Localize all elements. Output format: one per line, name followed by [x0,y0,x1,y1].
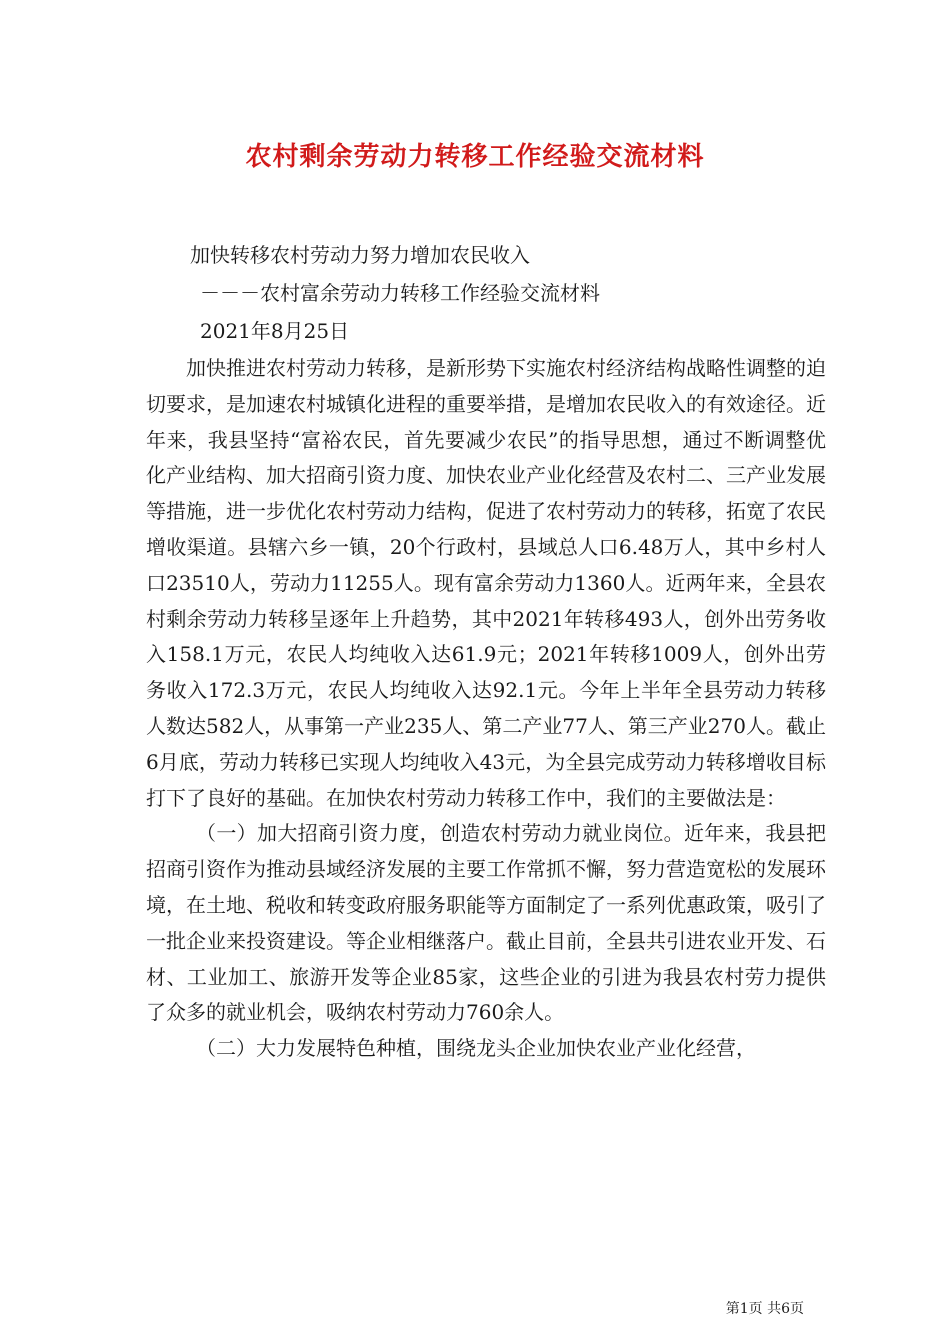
document-title: 农村剩余劳动力转移工作经验交流材料 [245,142,705,172]
document-date: 2021年8月25日 [200,319,350,343]
paragraph: （一）加大招商引资力度，创造农村劳动力就业岗位。近年来，我县把招商引资作为推动县域经济发展的主要工作常抓不懈，努力营造宽松的发展环境，在土地、税收和转变政府服务职能等方面制定了一系列优惠政策，吸引了一批企业来投资建设。等企业相继落户。截止目前，全县共引进农业开发、石材、工业加工、旅游开发等企业85家，这些企业的引进为我县农村劳力提供了众多的就业机会，吸纳农村劳动力760余人。 [146,821,826,1025]
document-body [146,351,826,1067]
paragraph: （二）大力发展特色种植，围绕龙头企业加快农业产业化经营， [196,1036,756,1061]
document-subtitle: 加快转移农村劳动力努力增加农民收入 [190,243,530,267]
page-number: 第1页 共6页 [725,1301,804,1317]
paragraph: 加快推进农村劳动力转移，是新形势下实施农村经济结构战略性调整的迫切要求，是加速农村城镇化进程的重要举措，是增加农民收入的有效途径。近年来，我县坚持“富裕农民，首先要减少农民”的指导思想，通过不断调整优化产业结构、加大招商引资力度、加快农业产业化经营及农村二、三产业发展等措施，进一步优化农村劳动力结构，促进了农村劳动力的转移，拓宽了农民增收渠道。县辖六乡一镇，20个行政村，县域总人口6.48万人，其中乡村人口23510人，劳动力11255人。现有富余劳动力1360人。近两年来，全县农村剩余劳动力转移呈逐年上升趋势，其中2021年转移493人，创外出劳务收入158.1万元，农民人均纯收入达61.9元；2021年转移1009人，创外出劳务收入172.3万元，农民人均纯收入达92.1元。今年上半年全县劳动力转移人数达582人，从事第一产业235人、第二产业77人、第三产业270人。截止6月底，劳动力转移已实现人均纯收入43元，为全县完成劳动力转移增收目标打下了良好的基础。在加快农村劳动力转移工作中，我们的主要做法是： [146,356,826,810]
document-subheading: －－－农村富余劳动力转移工作经验交流材料 [200,281,600,305]
